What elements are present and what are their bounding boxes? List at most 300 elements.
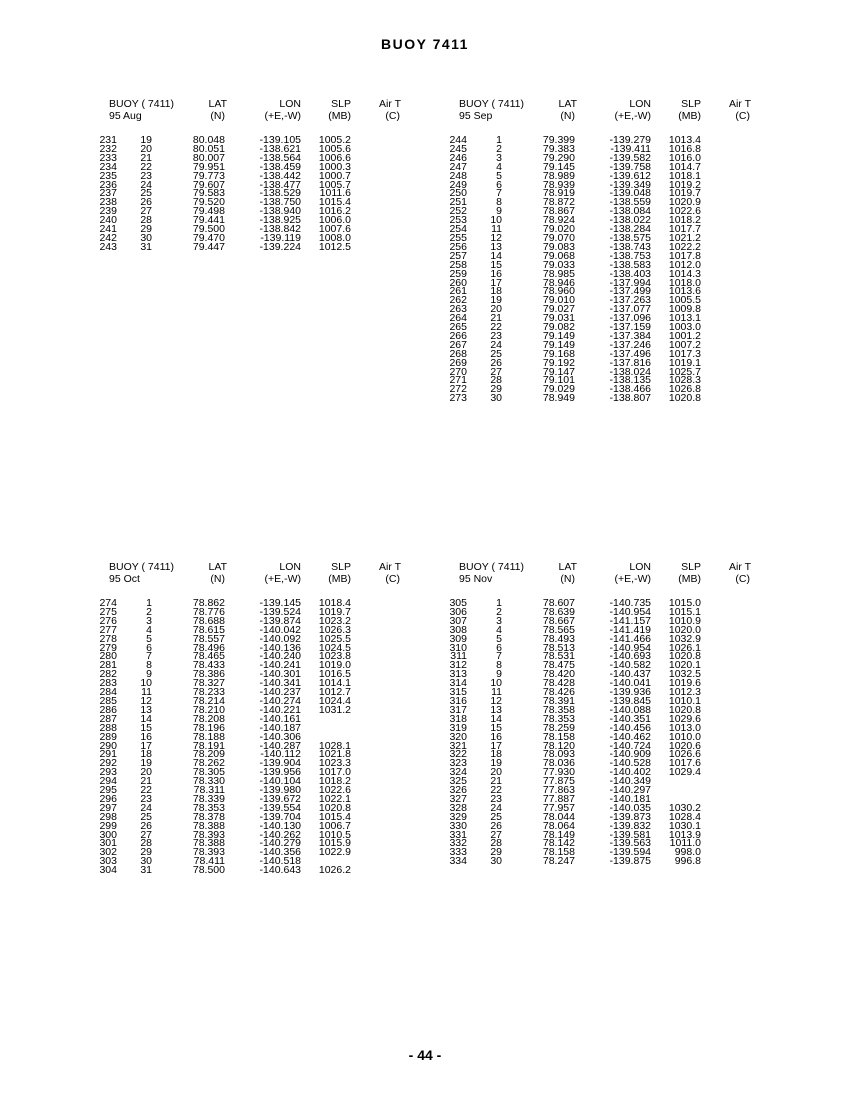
cell-lat: 78.475	[542, 659, 575, 672]
cell-airt	[701, 350, 751, 359]
cell-lat: 79.033	[542, 258, 575, 271]
cell-airt	[701, 679, 751, 688]
cell-lon: -139.105	[259, 134, 301, 146]
page-title: BUOY 7411	[381, 36, 469, 52]
cell-day-of-year: 250	[449, 187, 467, 200]
cell-lat: 79.020	[542, 223, 575, 236]
cell-lon: -139.936	[609, 686, 651, 699]
cell-airt	[701, 234, 751, 243]
cell-day-of-year: 276	[99, 614, 117, 627]
cell-lat: 78.411	[193, 855, 225, 868]
cell-lat: 79.192	[542, 356, 575, 369]
cell-lat: 78.500	[192, 864, 225, 877]
cell-slp: 1023.8	[318, 650, 351, 663]
cell-lon: -139.832	[609, 819, 651, 832]
cell-slp: 1028.1	[318, 739, 351, 752]
table-row	[445, 661, 751, 670]
cell-airt	[351, 733, 401, 742]
cell-lat: 78.393	[192, 828, 225, 841]
data-block-nov	[445, 559, 805, 866]
cell-airt	[351, 172, 401, 181]
cell-lat: 78.196	[192, 721, 225, 734]
cell-day-of-year: 310	[449, 641, 467, 654]
cell-lat: 79.101	[542, 374, 575, 387]
cell-airt	[351, 207, 401, 216]
cell-day-of-year: 327	[449, 792, 467, 805]
cell-lat: 78.513	[542, 641, 575, 654]
cell-lon: -139.875	[609, 855, 651, 868]
data-table	[95, 136, 401, 252]
cell-slp: 1024.4	[318, 694, 351, 707]
table-row	[95, 617, 401, 626]
cell-lon: -140.136	[259, 641, 301, 654]
cell-day-of-month: 3	[496, 614, 502, 627]
cell-day-of-year: 331	[449, 828, 467, 841]
cell-lon: -139.048	[609, 187, 651, 200]
cell-airt	[701, 287, 751, 296]
cell-day-of-year: 312	[449, 659, 467, 672]
cell-airt	[351, 742, 401, 751]
cell-airt	[701, 368, 751, 377]
cell-lat: 79.383	[542, 142, 575, 155]
cell-day-of-month: 24	[490, 338, 502, 351]
cell-day-of-year: 286	[99, 703, 117, 716]
cell-day-of-month: 2	[146, 605, 152, 618]
cell-day-of-year: 313	[449, 668, 467, 681]
cell-day-of-month: 21	[490, 312, 502, 325]
cell-day-of-year: 233	[99, 151, 117, 164]
cell-slp: 1008.0	[318, 231, 351, 244]
cell-airt	[351, 715, 401, 724]
cell-airt	[351, 697, 401, 706]
cell-lat: 78.867	[542, 205, 575, 218]
cell-day-of-year: 249	[449, 178, 467, 191]
cell-airt	[701, 857, 751, 866]
cell-day-of-year: 264	[449, 312, 467, 325]
cell-lon: -140.724	[609, 739, 651, 752]
cell-day-of-year: 311	[450, 650, 467, 663]
cell-lon: -137.384	[609, 329, 651, 342]
cell-day-of-year: 283	[99, 677, 117, 690]
cell-day-of-month: 17	[490, 739, 502, 752]
cell-lon: -138.564	[259, 151, 301, 164]
cell-lat: 79.447	[192, 240, 225, 253]
header-airt-label: Air T	[729, 98, 751, 110]
cell-day-of-month: 30	[490, 855, 502, 868]
cell-airt	[701, 733, 751, 742]
cell-lon: -138.583	[609, 258, 651, 271]
header-slp-label: SLP	[331, 98, 351, 110]
table-row	[445, 644, 751, 653]
cell-lat: 78.924	[542, 214, 575, 227]
cell-airt	[351, 617, 401, 626]
cell-slp: 1018.2	[668, 214, 701, 227]
cell-airt	[701, 270, 751, 279]
header-slp-label: SLP	[681, 98, 701, 110]
cell-slp: 1005.2	[318, 134, 351, 146]
cell-airt	[351, 234, 401, 243]
cell-lon: -139.873	[609, 810, 651, 823]
cell-airt	[701, 626, 751, 635]
cell-slp: 1013.0	[668, 721, 701, 734]
table-row	[445, 608, 751, 617]
cell-day-of-month: 23	[490, 792, 502, 805]
cell-airt	[701, 163, 751, 172]
data-table	[445, 599, 751, 866]
cell-lat: 80.048	[192, 134, 225, 146]
cell-lon: -140.306	[259, 730, 301, 743]
cell-airt	[701, 706, 751, 715]
table-row	[445, 163, 751, 172]
cell-airt	[351, 136, 401, 145]
cell-day-of-month: 16	[140, 730, 152, 743]
cell-lon: -140.528	[609, 757, 651, 770]
cell-slp: 1016.8	[668, 142, 701, 155]
cell-day-of-year: 263	[449, 303, 467, 316]
header-slp-label: SLP	[681, 561, 701, 573]
cell-lat: 77.875	[542, 775, 575, 788]
cell-slp: 1005.6	[318, 142, 351, 155]
cell-lat: 78.465	[192, 650, 225, 663]
table-row	[445, 189, 751, 198]
cell-day-of-year: 269	[449, 356, 467, 369]
cell-lon: -138.743	[609, 240, 651, 253]
cell-day-of-month: 19	[140, 757, 152, 770]
header-lon-label: LON	[629, 561, 651, 573]
cell-slp: 1015.1	[668, 605, 701, 618]
cell-lat: 79.068	[542, 249, 575, 262]
cell-airt	[351, 225, 401, 234]
cell-day-of-year: 272	[449, 383, 467, 396]
cell-airt	[701, 136, 751, 145]
cell-day-of-month: 23	[140, 792, 152, 805]
cell-lon: -140.130	[259, 819, 301, 832]
cell-day-of-month: 20	[140, 766, 152, 779]
cell-lon: -139.904	[259, 757, 301, 770]
data-block-oct	[95, 559, 455, 875]
cell-day-of-month: 22	[490, 784, 502, 797]
cell-lon: -140.042	[259, 623, 301, 636]
cell-slp: 1011.0	[669, 837, 701, 850]
cell-lon: -140.262	[259, 828, 301, 841]
cell-lat: 78.960	[542, 285, 575, 298]
cell-day-of-year: 279	[99, 641, 117, 654]
cell-lat: 78.210	[192, 703, 225, 716]
cell-day-of-month: 12	[140, 694, 152, 707]
cell-day-of-month: 25	[490, 810, 502, 823]
cell-day-of-month: 3	[496, 151, 502, 164]
cell-lat: 79.070	[542, 231, 575, 244]
cell-day-of-year: 285	[99, 694, 117, 707]
data-table	[445, 136, 751, 403]
table-row	[95, 644, 401, 653]
cell-airt	[701, 261, 751, 270]
cell-day-of-year: 298	[99, 810, 117, 823]
cell-lon: -140.035	[609, 801, 651, 814]
cell-slp: 1006.7	[318, 819, 351, 832]
cell-slp: 1015.4	[318, 196, 351, 209]
cell-day-of-month: 29	[490, 846, 502, 859]
cell-airt	[701, 759, 751, 768]
table-row	[445, 154, 751, 163]
cell-airt	[701, 394, 751, 403]
cell-lon: -139.581	[609, 828, 651, 841]
cell-day-of-year: 281	[99, 659, 117, 672]
cell-slp: 1023.2	[318, 614, 351, 627]
header-lat-label: LAT	[558, 561, 577, 573]
cell-slp: 1017.7	[668, 223, 701, 236]
cell-airt	[701, 225, 751, 234]
cell-slp: 1012.0	[668, 258, 701, 271]
cell-lat: 78.639	[542, 605, 575, 618]
cell-day-of-year: 320	[449, 730, 467, 743]
cell-lon: -141.419	[609, 623, 651, 636]
cell-lon: -140.437	[609, 668, 651, 681]
cell-day-of-year: 301	[99, 837, 117, 850]
cell-lat: 79.290	[542, 151, 575, 164]
cell-lat: 78.388	[192, 837, 225, 850]
cell-lon: -140.462	[609, 730, 651, 743]
cell-slp: 1005.5	[668, 294, 701, 307]
cell-airt	[351, 848, 401, 857]
cell-day-of-month: 26	[140, 819, 152, 832]
cell-airt	[351, 599, 401, 608]
cell-airt	[351, 243, 401, 252]
header-airt-unit: (C)	[385, 573, 400, 585]
cell-airt	[701, 341, 751, 350]
cell-day-of-month: 25	[490, 347, 502, 360]
cell-slp: 1016.0	[668, 151, 701, 164]
cell-slp: 1020.9	[668, 196, 701, 209]
cell-day-of-year: 280	[99, 650, 117, 663]
cell-day-of-month: 5	[146, 632, 152, 645]
cell-airt	[701, 332, 751, 341]
cell-day-of-month: 10	[490, 214, 502, 227]
cell-day-of-year: 288	[99, 721, 117, 734]
cell-lon: -140.297	[609, 784, 651, 797]
cell-slp: 1032.5	[668, 668, 701, 681]
cell-lat: 78.305	[192, 766, 225, 779]
cell-airt	[701, 742, 751, 751]
cell-lon: -140.954	[609, 641, 651, 654]
cell-slp: 1018.2	[318, 775, 351, 788]
cell-day-of-month: 9	[146, 668, 152, 681]
cell-day-of-month: 2	[496, 605, 502, 618]
cell-slp: 1007.2	[668, 338, 701, 351]
cell-airt	[701, 172, 751, 181]
cell-day-of-month: 14	[140, 712, 152, 725]
cell-airt	[701, 207, 751, 216]
cell-slp: 998.0	[674, 846, 701, 859]
cell-day-of-month: 27	[140, 205, 152, 218]
cell-lat: 78.209	[192, 748, 225, 761]
cell-lat: 79.441	[192, 214, 225, 227]
cell-lon: -138.403	[609, 267, 651, 280]
cell-airt	[351, 813, 401, 822]
cell-lon: -137.246	[609, 338, 651, 351]
cell-lon: -140.088	[609, 703, 651, 716]
cell-lon: -140.092	[259, 632, 301, 645]
cell-airt	[351, 724, 401, 733]
cell-lon: -140.456	[609, 721, 651, 734]
cell-lon: -140.582	[609, 659, 651, 672]
cell-lat: 79.082	[542, 321, 575, 334]
cell-day-of-month: 15	[140, 721, 152, 734]
table-row	[95, 661, 401, 670]
cell-airt	[701, 848, 751, 857]
cell-lat: 79.399	[542, 134, 575, 146]
cell-lat: 78.386	[192, 668, 225, 681]
cell-lon: -141.157	[609, 614, 651, 627]
cell-lat: 78.044	[542, 810, 575, 823]
cell-slp: 1018.1	[668, 169, 701, 182]
table-row	[445, 136, 751, 145]
cell-slp: 996.8	[674, 855, 701, 868]
cell-lat: 78.149	[542, 828, 575, 841]
cell-day-of-year: 307	[449, 614, 467, 627]
cell-slp: 1032.9	[668, 632, 701, 645]
cell-day-of-year: 252	[449, 205, 467, 218]
cell-lon: -139.279	[609, 134, 651, 146]
cell-day-of-month: 26	[490, 356, 502, 369]
cell-lat: 78.158	[542, 730, 575, 743]
cell-lon: -139.980	[259, 784, 301, 797]
cell-day-of-year: 235	[99, 169, 117, 182]
cell-day-of-year: 287	[99, 712, 117, 725]
cell-slp: 1020.8	[668, 650, 701, 663]
cell-lon: -140.279	[259, 837, 301, 850]
cell-day-of-month: 18	[490, 285, 502, 298]
cell-day-of-month: 13	[490, 703, 502, 716]
cell-slp: 1010.1	[668, 694, 701, 707]
cell-lat: 78.233	[192, 686, 225, 699]
cell-slp	[651, 777, 701, 786]
cell-day-of-month: 20	[140, 142, 152, 155]
cell-lat: 79.498	[192, 205, 225, 218]
cell-slp: 1017.8	[668, 249, 701, 262]
cell-day-of-year: 293	[99, 766, 117, 779]
cell-day-of-year: 257	[449, 249, 467, 262]
cell-lon: -137.816	[609, 356, 651, 369]
cell-lat: 79.500	[192, 223, 225, 236]
cell-lon: -138.559	[609, 196, 651, 209]
cell-day-of-year: 268	[449, 347, 467, 360]
cell-day-of-year: 314	[449, 677, 467, 690]
cell-lat: 78.158	[542, 846, 575, 859]
header-lon-unit: (+E,-W)	[264, 573, 301, 585]
table-row	[445, 599, 751, 608]
cell-airt	[701, 181, 751, 190]
cell-day-of-year: 260	[449, 276, 467, 289]
header-airt-label: Air T	[379, 98, 401, 110]
cell-airt	[351, 679, 401, 688]
cell-lat: 79.145	[542, 160, 575, 173]
cell-airt	[701, 617, 751, 626]
table-header	[445, 96, 805, 136]
cell-slp: 1010.9	[668, 614, 701, 627]
cell-day-of-year: 266	[449, 329, 467, 342]
cell-day-of-month: 24	[140, 801, 152, 814]
cell-lon: -138.925	[259, 214, 301, 227]
cell-day-of-month: 22	[490, 321, 502, 334]
header-lat-label: LAT	[208, 98, 227, 110]
cell-slp: 1012.5	[318, 240, 351, 253]
cell-airt	[351, 189, 401, 198]
cell-day-of-month: 23	[490, 329, 502, 342]
cell-lat: 78.420	[542, 668, 575, 681]
cell-airt	[351, 795, 401, 804]
cell-slp: 1017.3	[668, 347, 701, 360]
cell-lon: -140.954	[609, 605, 651, 618]
cell-day-of-month: 28	[140, 214, 152, 227]
cell-lat: 78.064	[542, 819, 575, 832]
cell-day-of-year: 237	[99, 187, 117, 200]
cell-day-of-month: 1	[496, 134, 502, 146]
cell-day-of-month: 6	[146, 641, 152, 654]
cell-day-of-year: 303	[99, 855, 117, 868]
cell-slp	[651, 786, 701, 795]
cell-day-of-year: 302	[99, 846, 117, 859]
cell-slp: 1019.1	[668, 356, 701, 369]
cell-slp	[301, 724, 351, 733]
cell-slp: 1020.8	[668, 392, 701, 405]
cell-lon: -137.263	[609, 294, 651, 307]
cell-airt	[701, 777, 751, 786]
cell-day-of-year: 328	[449, 801, 467, 814]
cell-day-of-month: 21	[490, 775, 502, 788]
cell-lon: -138.807	[609, 392, 651, 405]
header-lat-unit: (N)	[560, 110, 575, 122]
cell-lat: 78.353	[542, 712, 575, 725]
data-table	[95, 599, 401, 875]
cell-airt	[351, 644, 401, 653]
cell-lat: 78.191	[192, 739, 225, 752]
cell-slp: 1020.6	[668, 739, 701, 752]
cell-day-of-year: 324	[449, 766, 467, 779]
header-airt-label: Air T	[379, 561, 401, 573]
cell-airt	[701, 635, 751, 644]
cell-airt	[351, 822, 401, 831]
cell-slp: 1005.7	[318, 178, 351, 191]
cell-day-of-month: 29	[140, 223, 152, 236]
cell-airt	[351, 706, 401, 715]
cell-day-of-year: 316	[449, 694, 467, 707]
cell-airt	[701, 644, 751, 653]
cell-airt	[701, 715, 751, 724]
cell-lat: 78.607	[542, 597, 575, 609]
cell-airt	[351, 661, 401, 670]
cell-lat: 78.262	[192, 757, 225, 770]
cell-lat: 79.031	[542, 312, 575, 325]
cell-slp: 1029.6	[668, 712, 701, 725]
cell-day-of-year: 332	[449, 837, 467, 850]
cell-airt	[351, 626, 401, 635]
cell-day-of-year: 296	[99, 792, 117, 805]
cell-lat: 78.919	[542, 187, 575, 200]
cell-airt	[351, 786, 401, 795]
cell-day-of-year: 246	[449, 151, 467, 164]
table-row	[445, 172, 751, 181]
header-lat-label: LAT	[208, 561, 227, 573]
cell-lat: 77.957	[542, 801, 575, 814]
cell-slp: 1016.2	[318, 205, 351, 218]
cell-lat: 78.985	[542, 267, 575, 280]
cell-lat: 78.339	[192, 792, 225, 805]
cell-day-of-month: 20	[490, 303, 502, 316]
cell-airt	[701, 608, 751, 617]
cell-lat: 78.862	[192, 597, 225, 609]
cell-lat: 78.428	[542, 677, 575, 690]
